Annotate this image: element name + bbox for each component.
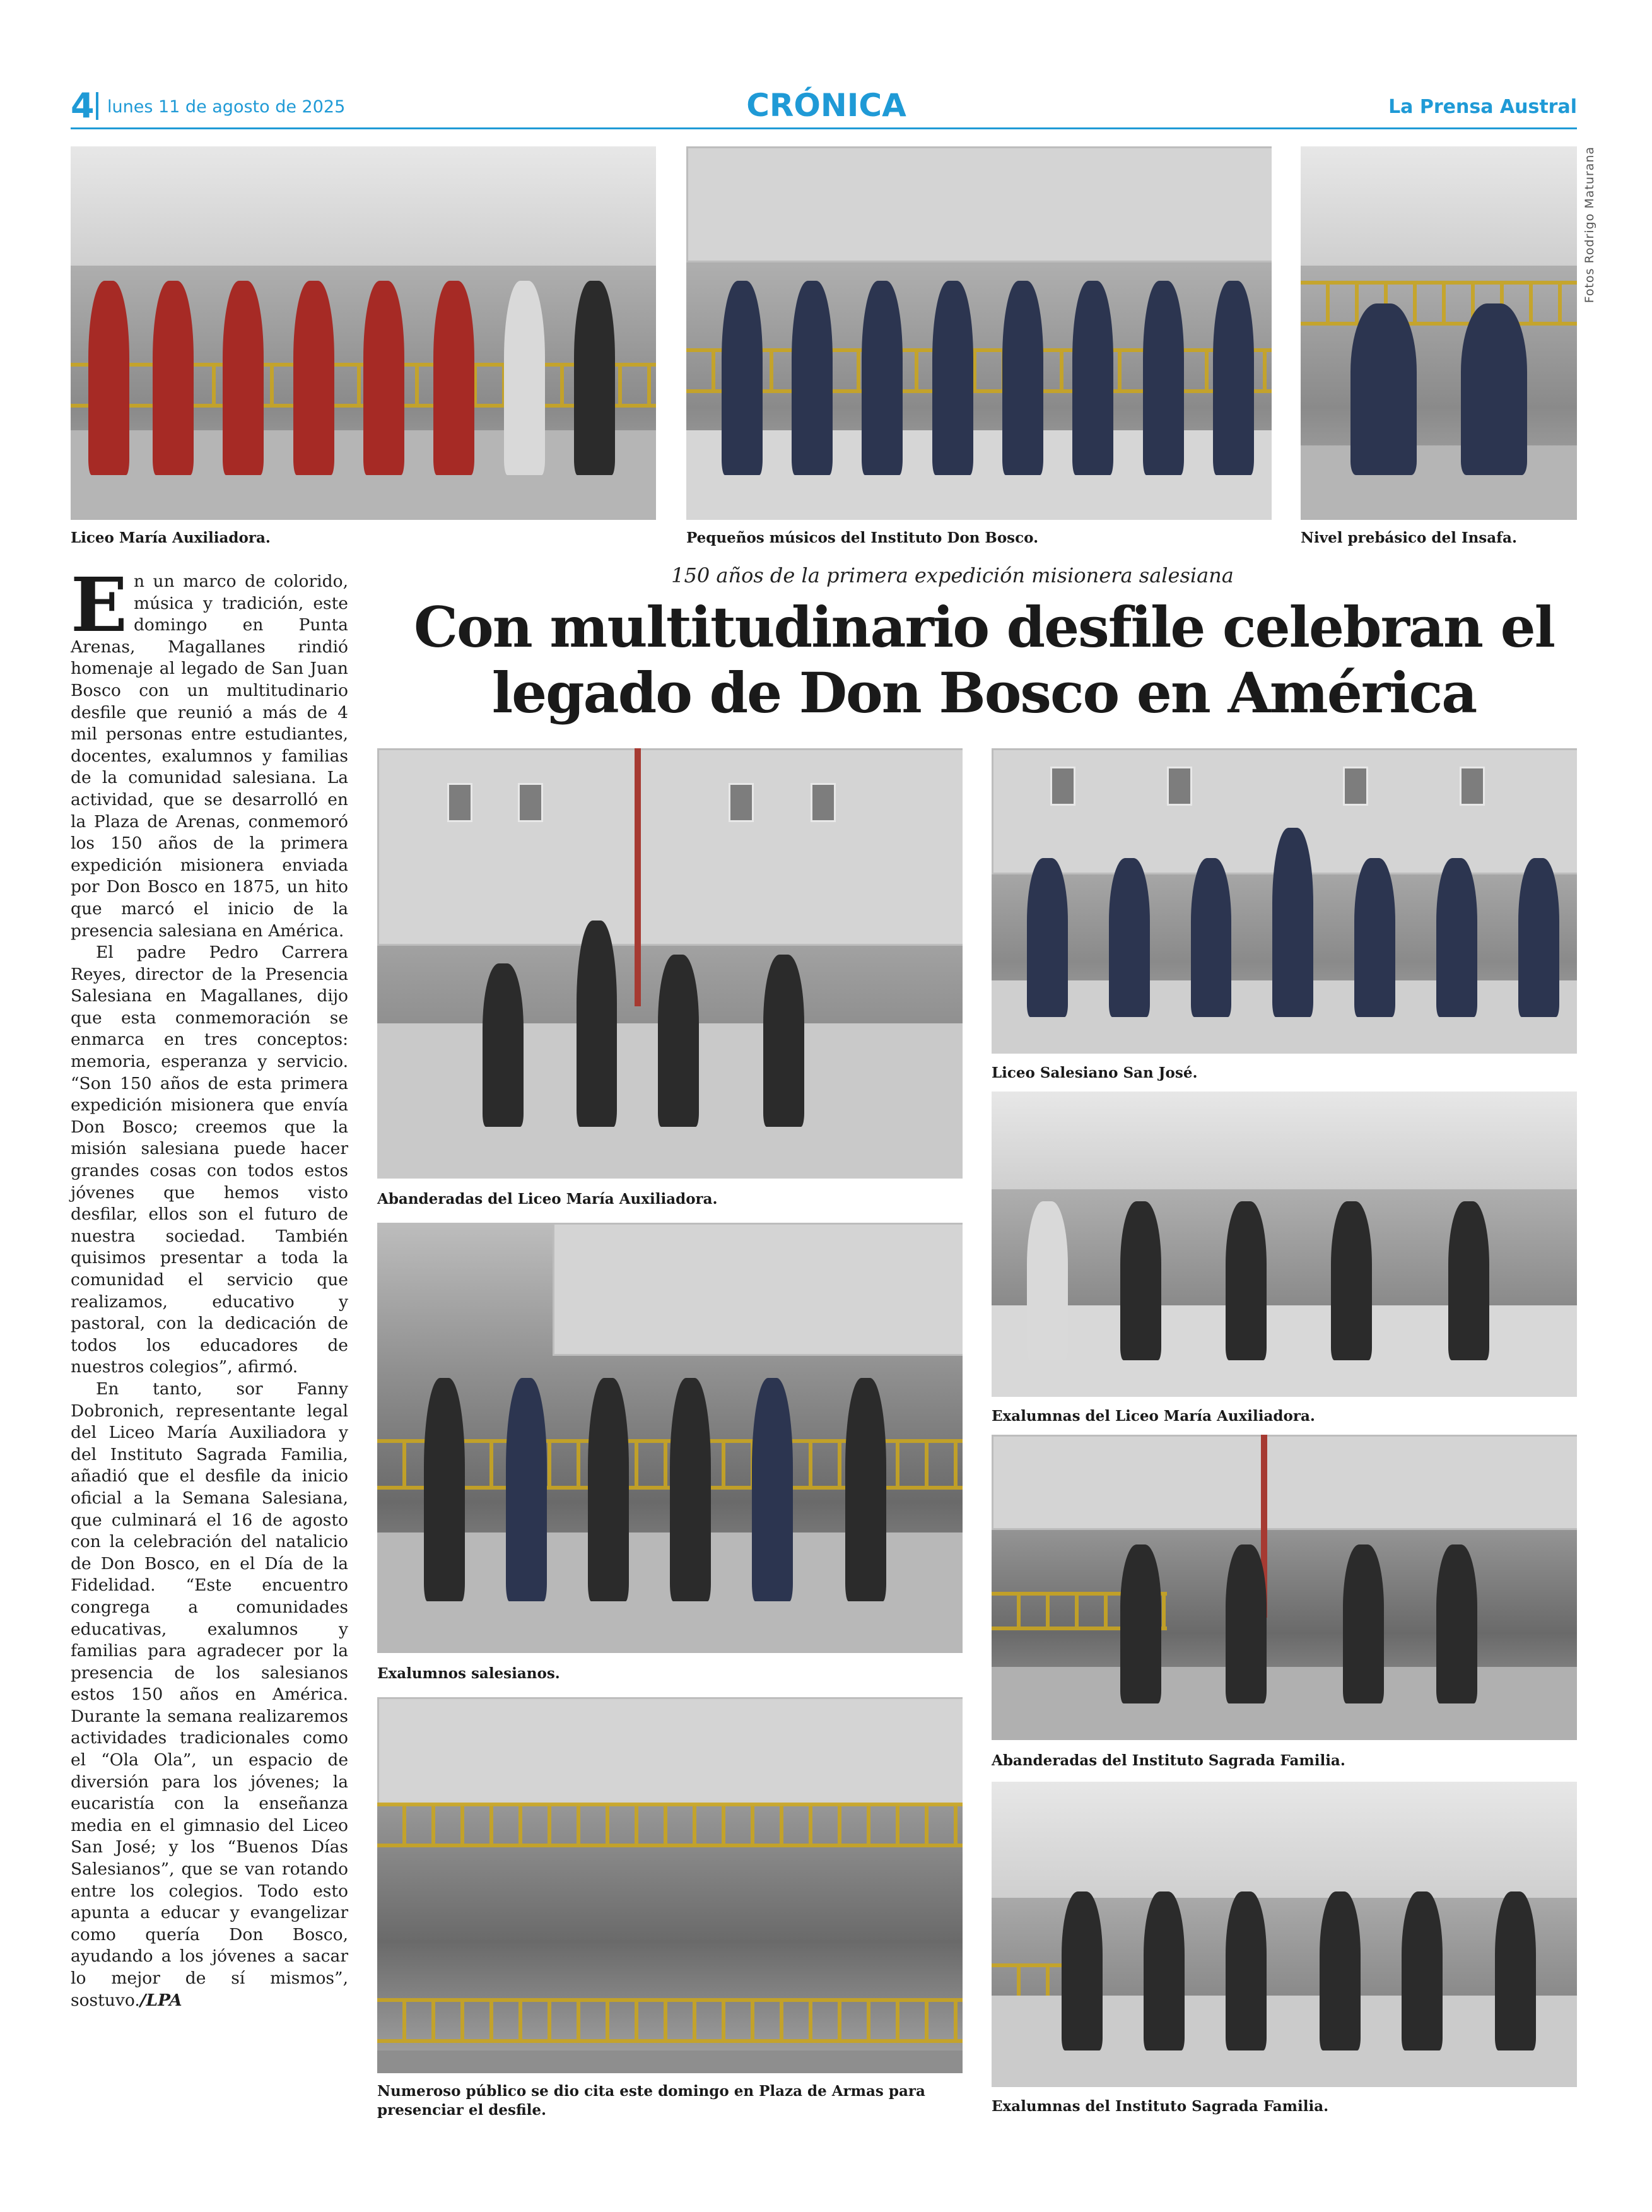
photo-credit: Fotos Rodrigo Maturana: [1583, 146, 1596, 303]
photo-numeroso-publico: [377, 1697, 963, 2073]
page-number: 4: [71, 86, 95, 126]
article-body: [71, 561, 348, 2011]
article-kicker: 150 años de la primera expedición misionera salesiana: [671, 563, 1234, 587]
photo-exalumnas-liceo: [992, 1091, 1577, 1397]
newspaper-name: La Prensa Austral: [1388, 96, 1577, 118]
header-separator: [96, 92, 98, 120]
article-paragraph: En un marco de colorido, música y tradición, este domingo en Punta Arenas, Magallanes rindió homenaje al legado de San Juan Bosco con un multitudinario desfile que reunió a más de 4 mil personas entre estudiantes, docentes, exalumnos y familias de la comunidad salesiana. La actividad, que se desarrolló en la Plaza de Arenas, conmemoró los 150 años de la primera expedición misionera enviada por Don Bosco en 1875, un hito que marcó el inicio de la presencia salesiana en América.: [71, 561, 348, 941]
header-rule: [71, 127, 1577, 129]
photo-caption: Liceo Salesiano San José.: [992, 1064, 1198, 1081]
photo-caption: Exalumnos salesianos.: [377, 1665, 560, 1682]
photo-abanderadas-sagrada-familia: [992, 1435, 1577, 1740]
article-paragraph: El padre Pedro Carrera Reyes, director de la Presencia Salesiana en Magallanes, dijo que esta conmemoración se enmarca en tres conceptos: memoria, esperanza y servicio. “Son 150 años de esta primera expedición misionera que envía Don Bosco; creemos que la misión salesiana puede hacer grandes cosas con todos estos jóvenes que hemos visto desfilar, ellos son el futuro de nuestra sociedad. También quisimos presentar a toda la comunidad el servicio que realizamos, educativo y pastoral, con la dedicación de todos los educadores de nuestros colegios”, afirmó.: [71, 943, 348, 1377]
photo-abanderadas-liceo: [377, 748, 963, 1179]
photo-nivel-prebasico: [1301, 146, 1577, 520]
photo-caption: Exalumnas del Instituto Sagrada Familia.: [992, 2098, 1329, 2115]
issue-date: lunes 11 de agosto de 2025: [107, 97, 346, 117]
photo-pequenos-musicos: [686, 146, 1272, 520]
section-title: CRÓNICA: [746, 87, 906, 124]
photo-liceo-maria-auxiliadora: [71, 146, 656, 520]
photo-caption: Numeroso público se dio cita este domingo en Plaza de Armas para presenciar el desfile.: [377, 2083, 925, 2119]
photo-caption: Abanderadas del Instituto Sagrada Familia.: [992, 1752, 1345, 1769]
photo-caption: Exalumnas del Liceo María Auxiliadora.: [992, 1408, 1315, 1425]
article-paragraph: En tanto, sor Fanny Dobronich, representante legal del Liceo María Auxiliadora y del Instituto Sagrada Familia, añadió que el desfile da inicio oficial a la Semana Salesiana, que culminará el 16 de agosto con la celebración del natalicio de Don Bosco, en el Día de la Fidelidad. “Este encuentro congrega a comunidades educativas, exalumnos y familias para agradecer por la presencia de los salesianos estos 150 años en América. Durante la semana realizaremos actividades tradicionales como el “Ola Ola”, un espacio de diversión para los jóvenes; la eucaristía con la enseñanza media en el gimnasio del Liceo San José; y los “Buenos Días Salesianos”, que se van rotando entre los colegios. Todo esto apunta a educar y evangelizar como quería Don Bosco, ayudando a los jóvenes a sacar lo mejor de sí mismos”, sostuvo./LPA: [71, 1379, 348, 2010]
photo-caption: Nivel prebásico del Insafa.: [1301, 529, 1517, 546]
photo-liceo-salesiano-san-jose: [992, 748, 1577, 1054]
photo-caption: Liceo María Auxiliadora.: [71, 529, 271, 546]
article-headline: Con multitudinario desfile celebran el legado de Don Bosco en América: [413, 594, 1554, 726]
photo-caption: Abanderadas del Liceo María Auxiliadora.: [377, 1191, 718, 1208]
photo-exalumnas-sagrada-familia: [992, 1782, 1577, 2087]
drop-cap: E: [71, 561, 127, 649]
article-signature: /LPA: [139, 1990, 182, 2010]
photo-exalumnos-salesianos: [377, 1223, 963, 1653]
photo-caption: Pequeños músicos del Instituto Don Bosco.: [686, 529, 1039, 546]
